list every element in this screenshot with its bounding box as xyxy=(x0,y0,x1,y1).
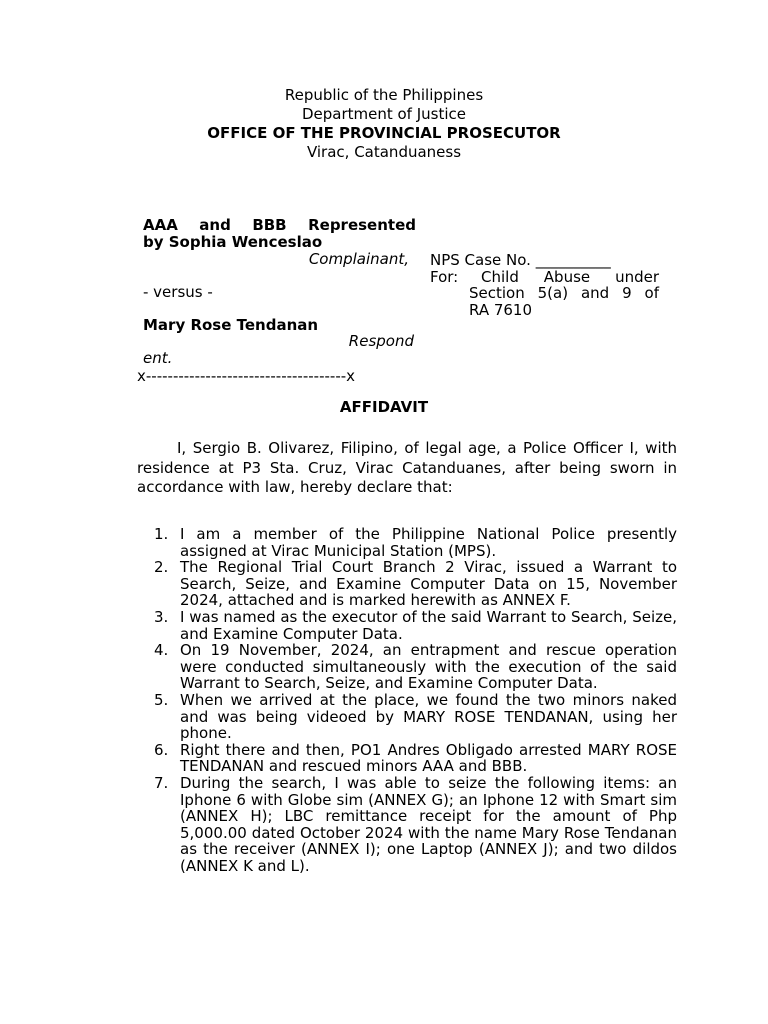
item-number: 1. xyxy=(154,525,169,543)
list-item xyxy=(154,775,677,875)
item-number: 2. xyxy=(154,558,169,577)
complainant-name-line1: AAA and BBB Represented xyxy=(143,216,416,234)
header-location: Virac, Catanduaness xyxy=(306,143,462,161)
for-label: For: xyxy=(430,268,459,286)
charge-line1: Child Abuse under xyxy=(481,268,659,286)
header-department: Department of Justice xyxy=(301,105,467,123)
nps-case-number: NPS Case No. __________ xyxy=(430,251,611,269)
item-text: Right there and then, PO1 Andres Obligado arrested MARY ROSE TENDANAN and rescued minors AAA and BBB. xyxy=(180,740,677,776)
respondent-role-part2: ent. xyxy=(143,349,173,367)
document-title: AFFIDAVIT xyxy=(339,398,429,416)
list-item xyxy=(154,642,677,692)
respondent-role-part1: Respond xyxy=(348,332,414,350)
item-number: 6. xyxy=(154,740,169,759)
complainant-role: Complainant, xyxy=(308,250,409,268)
item-text: The Regional Trial Court Branch 2 Virac, issued a Warrant to Search, Seize, and Examine Computer Data on 15, November 2024, attached and is marked herewith as ANNEX F. xyxy=(180,558,677,610)
item-text: When we arrived at the place, we found the two minors naked and was being videoed by MARY ROSE TENDANAN, using her phone. xyxy=(180,690,677,743)
respondent-name: Mary Rose Tendanan xyxy=(143,316,319,334)
charge-line3: RA 7610 xyxy=(469,301,533,319)
item-text: During the search, I was able to seize the following items: an Iphone 6 with Globe sim (ANNEX G); an Iphone 12 with Smart sim (ANNEX H); LBC remittance receipt for the amount of Php 5,000.00 dated October 2024 with the name Mary Rose Tendanan as the receiver (ANNEX I); one Laptop (ANNEX J); and two dildos (ANNEX K and L). xyxy=(180,773,677,875)
item-text: I was named as the executor of the said Warrant to Search, Seize, and Examine Computer Data. xyxy=(180,607,677,643)
statement-list xyxy=(154,526,677,874)
versus-label: - versus - xyxy=(143,283,213,301)
item-text: I am a member of the Philippine National Police presently assigned at Virac Municipal Station (MPS). xyxy=(180,525,677,560)
item-number: 5. xyxy=(154,690,169,709)
complainant-name-line2: by Sophia Wenceslao xyxy=(143,233,323,251)
header-office: OFFICE OF THE PROVINCIAL PROSECUTOR xyxy=(207,124,561,142)
list-item xyxy=(154,526,677,559)
caption-divider: x-------------------------------------x xyxy=(137,367,356,385)
item-number: 7. xyxy=(154,773,169,792)
item-text: On 19 November, 2024, an entrapment and rescue operation were conducted simultaneously with the execution of the said Warrant to Search, Seize, and Examine Computer Data. xyxy=(180,641,677,693)
charge-line2: Section 5(a) and 9 of xyxy=(469,284,659,302)
list-item xyxy=(154,742,677,775)
header-republic: Republic of the Philippines xyxy=(284,86,484,104)
list-item xyxy=(154,609,677,642)
item-number: 4. xyxy=(154,641,169,660)
list-item xyxy=(154,692,677,742)
item-number: 3. xyxy=(154,607,169,626)
list-item xyxy=(154,559,677,609)
intro-paragraph: I, Sergio B. Olivarez, Filipino, of legal age, a Police Officer I, with residence at P3 Sta. Cruz, Virac Catanduanes, after being sworn in accordance with law, hereby declare that: xyxy=(137,439,677,496)
